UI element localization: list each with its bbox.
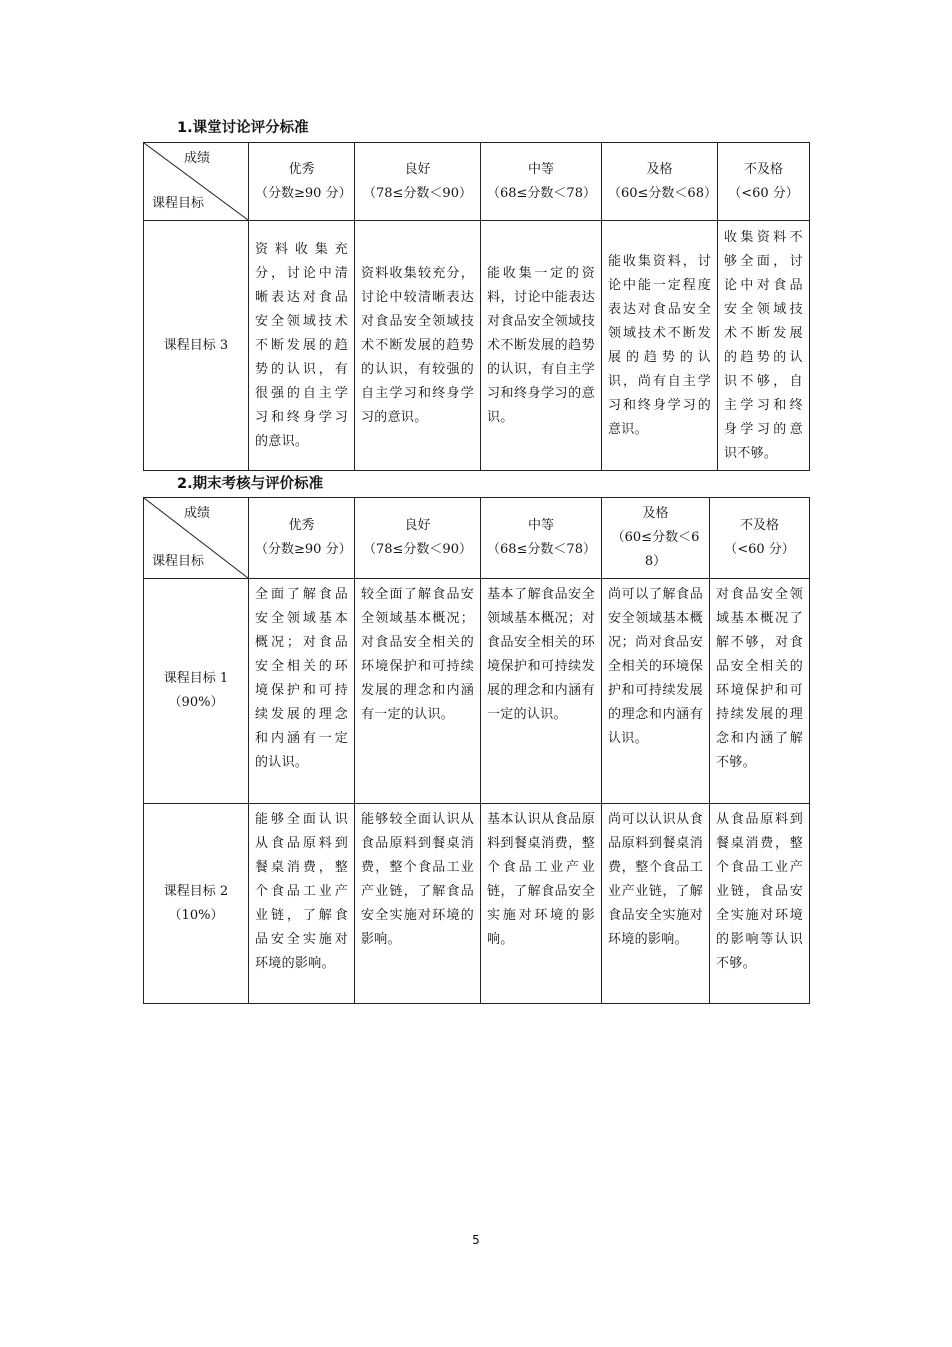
column-header: 及格 （60≤分数＜68） [602,143,718,221]
grade-cell-pass: 尚可以了解食品安全领域基本概况；尚对食品安全相关的环境保护和可持续发展的理念和内涵有认识。 [602,579,710,804]
grade-cell-fail: 从食品原料到餐桌消费，整个食品工业产业链，食品安全实施对环境的影响等认识不够。 [710,804,810,1004]
grade-cell-average: 能收集一定的资料，讨论中能表达对食品安全领域技术不断发展的趋势的认识，有自主学习和终身学习的意识。 [481,221,602,471]
grade-cell-average: 基本了解食品安全领域基本概况；对食品安全相关的环境保护和可持续发展的理念和内涵有一定的认识。 [481,579,602,804]
corner-header-cell [144,498,249,579]
corner-bottom-label: 课程目标 [152,554,205,569]
column-header: 中等 （68≤分数＜78） [481,498,602,579]
grade-cell-pass: 尚可以认识从食品原料到餐桌消费，整个食品工业产业链，了解食品安全实施对环境的影响。 [602,804,710,1004]
grade-cell-excellent: 全面了解食品安全领域基本概况；对食品安全相关的环境保护和可持续发展的理念和内涵有一定的认识。 [249,579,355,804]
table-header-row [144,498,810,579]
column-header: 优秀 （分数≥90 分） [249,143,355,221]
page-number: 5 [472,1233,480,1247]
grade-cell-pass: 能收集资料，讨论中能一定程度表达对食品安全领域技术不断发展的趋势的认识，尚有自主学习和终身学习的意识。 [602,221,718,471]
table-row [144,579,810,804]
grade-cell-excellent: 资料收集充分，讨论中清晰表达对食品安全领域技术不断发展的趋势的认识，有很强的自主学习和终身学习的意识。 [249,221,355,471]
table-row [144,221,810,471]
column-header: 及格 （60≤分数＜68） [602,498,710,579]
table-row [144,804,810,1004]
grade-cell-fail: 收集资料不够全面，讨论中对食品安全领域技术不断发展的趋势的认识不够，自主学习和终身学习的意识不够。 [718,221,810,471]
section2-heading: 2.期末考核与评价标准 [177,476,324,492]
column-header: 良好 （78≤分数＜90） [355,143,481,221]
corner-bottom-label: 课程目标 [152,196,205,211]
column-header: 不及格 （<60 分） [710,498,810,579]
section1-heading: 1.课堂讨论评分标准 [177,120,309,136]
corner-top-label: 成绩 [183,506,210,521]
grade-cell-good: 能够较全面认识从食品原料到餐桌消费，整个食品工业产业链，了解食品安全实施对环境的影响。 [355,804,481,1004]
corner-top-label: 成绩 [183,151,210,166]
table-header-row [144,143,810,221]
grade-cell-excellent: 能够全面认识从食品原料到餐桌消费，整个食品工业产业链，了解食品安全实施对环境的影响。 [249,804,355,1004]
discussion-grading-table [143,142,810,471]
grade-cell-fail: 对食品安全领域基本概况了解不够，对食品安全相关的环境保护和可持续发展的理念和内涵了解不够。 [710,579,810,804]
column-header: 优秀 （分数≥90 分） [249,498,355,579]
final-exam-grading-table [143,497,810,1004]
column-header: 中等 （68≤分数＜78） [481,143,602,221]
row-label: 课程目标 3 [144,221,249,471]
column-header: 良好 （78≤分数＜90） [355,498,481,579]
grade-cell-good: 较全面了解食品安全领域基本概况；对食品安全相关的环境保护和可持续发展的理念和内涵有一定的认识。 [355,579,481,804]
row-label: 课程目标 1 （90%） [144,579,249,804]
grade-cell-good: 资料收集较充分，讨论中较清晰表达对食品安全领域技术不断发展的趋势的认识，有较强的自主学习和终身学习的意识。 [355,221,481,471]
grade-cell-average: 基本认识从食品原料到餐桌消费，整个食品工业产业链，了解食品安全实施对环境的影响。 [481,804,602,1004]
column-header: 不及格 （<60 分） [718,143,810,221]
corner-header-cell [144,143,249,221]
row-label: 课程目标 2 （10%） [144,804,249,1004]
